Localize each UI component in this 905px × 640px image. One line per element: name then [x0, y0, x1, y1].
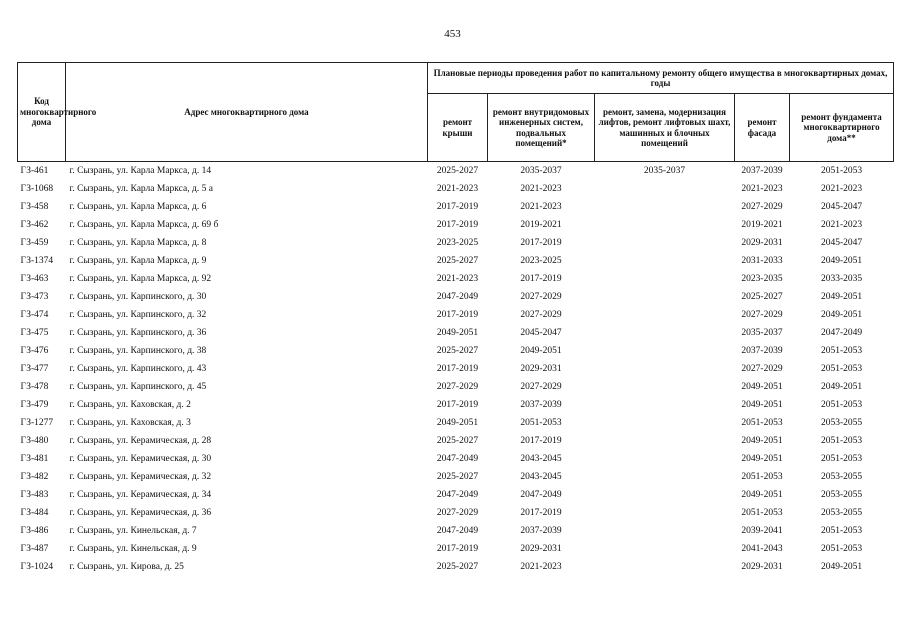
- cell-systems: 2021-2023: [520, 562, 562, 572]
- cell-code: ГЗ-481: [20, 454, 49, 464]
- cell-address: г. Сызрань, ул. Каховская, д. 3: [69, 418, 191, 428]
- cell-elevators: [595, 414, 735, 432]
- cell-address: г. Сызрань, ул. Кирова, д. 25: [69, 562, 184, 572]
- cell-address: г. Сызрань, ул. Карла Маркса, д. 69 б: [69, 220, 219, 230]
- table-row: [18, 252, 894, 270]
- cell-code: ГЗ-479: [20, 400, 49, 410]
- cell-facade: 2041-2043: [741, 544, 783, 554]
- cell-roof: 2017-2019: [436, 364, 479, 374]
- cell-facade: 2049-2051: [741, 436, 783, 446]
- cell-elevators: [595, 486, 735, 504]
- table-row: [18, 180, 894, 198]
- table-row: [18, 342, 894, 360]
- cell-code: ГЗ-459: [20, 238, 49, 248]
- cell-elevators: [595, 558, 735, 576]
- cell-facade: 2021-2023: [741, 184, 783, 194]
- cell-address: г. Сызрань, ул. Карпинского, д. 38: [69, 346, 207, 356]
- header-foundation: ремонт фундамента многоквартирного дома**: [790, 94, 894, 162]
- cell-address: г. Сызрань, ул. Карла Маркса, д. 6: [69, 202, 207, 212]
- cell-roof: 2025-2027: [436, 166, 479, 176]
- table-row: [18, 486, 894, 504]
- cell-code: ГЗ-480: [20, 436, 49, 446]
- cell-systems: 2019-2021: [520, 220, 562, 230]
- cell-elevators: [595, 468, 735, 486]
- cell-code: ГЗ-1068: [20, 184, 54, 194]
- cell-systems: 2021-2023: [520, 202, 562, 212]
- cell-systems: 2027-2029: [520, 292, 562, 302]
- cell-systems: 2021-2023: [520, 184, 562, 194]
- header-elevators: ремонт, замена, модернизация лифтов, ремонт лифтовых шахт, машинных и блочных помещений: [595, 94, 735, 162]
- cell-address: г. Сызрань, ул. Карпинского, д. 36: [69, 328, 207, 338]
- cell-elevators: [595, 396, 735, 414]
- cell-foundation: 2049-2051: [820, 382, 863, 392]
- cell-systems: 2029-2031: [520, 544, 562, 554]
- header-address: Адрес многоквартирного дома: [66, 63, 428, 162]
- cell-elevators: 2035-2037: [643, 166, 686, 176]
- cell-roof: 2025-2027: [436, 256, 479, 266]
- cell-code: ГЗ-476: [20, 346, 49, 356]
- cell-facade: 2025-2027: [741, 292, 783, 302]
- cell-code: ГЗ-483: [20, 490, 49, 500]
- header-roof: ремонт крыши: [428, 94, 488, 162]
- cell-elevators: [595, 288, 735, 306]
- cell-roof: 2027-2029: [436, 382, 479, 392]
- cell-facade: 2029-2031: [741, 238, 783, 248]
- cell-code: ГЗ-463: [20, 274, 49, 284]
- cell-address: г. Сызрань, ул. Карла Маркса, д. 92: [69, 274, 212, 284]
- table-row: [18, 450, 894, 468]
- cell-roof: 2049-2051: [436, 418, 479, 428]
- cell-systems: 2017-2019: [520, 274, 562, 284]
- cell-code: ГЗ-458: [20, 202, 49, 212]
- table-row: [18, 360, 894, 378]
- cell-elevators: [595, 252, 735, 270]
- cell-code: ГЗ-461: [20, 166, 49, 176]
- cell-facade: 2051-2053: [741, 508, 783, 518]
- cell-foundation: 2051-2053: [820, 400, 863, 410]
- table-row: [18, 162, 894, 181]
- table-header: [18, 63, 894, 162]
- cell-roof: 2047-2049: [436, 526, 479, 536]
- cell-foundation: 2051-2053: [820, 526, 863, 536]
- cell-foundation: 2051-2053: [820, 544, 863, 554]
- cell-facade: 2027-2029: [741, 310, 783, 320]
- cell-elevators: [595, 324, 735, 342]
- header-periods: Плановые периоды проведения работ по капитальному ремонту общего имущества в многоквартирных домах, годы: [428, 63, 894, 94]
- cell-address: г. Сызрань, ул. Керамическая, д. 34: [69, 490, 212, 500]
- cell-elevators: [595, 198, 735, 216]
- cell-facade: 2037-2039: [741, 346, 783, 356]
- cell-elevators: [595, 432, 735, 450]
- cell-roof: 2049-2051: [436, 328, 479, 338]
- cell-address: г. Сызрань, ул. Карла Маркса, д. 9: [69, 256, 207, 266]
- cell-address: г. Сызрань, ул. Карла Маркса, д. 5 а: [69, 184, 213, 194]
- table-row: [18, 234, 894, 252]
- cell-foundation: 2047-2049: [820, 328, 863, 338]
- cell-foundation: 2049-2051: [820, 562, 863, 572]
- cell-elevators: [595, 450, 735, 468]
- document-body: [17, 62, 893, 576]
- cell-systems: 2017-2019: [520, 436, 562, 446]
- cell-foundation: 2053-2055: [820, 472, 863, 482]
- cell-facade: 2019-2021: [741, 220, 783, 230]
- cell-address: г. Сызрань, ул. Керамическая, д. 30: [69, 454, 212, 464]
- cell-code: ГЗ-482: [20, 472, 49, 482]
- table-row: [18, 522, 894, 540]
- cell-roof: 2025-2027: [436, 472, 479, 482]
- cell-facade: 2029-2031: [741, 562, 783, 572]
- table-row: [18, 504, 894, 522]
- cell-facade: 2027-2029: [741, 202, 783, 212]
- cell-code: ГЗ-474: [20, 310, 49, 320]
- cell-foundation: 2053-2055: [820, 490, 863, 500]
- table-row: [18, 288, 894, 306]
- cell-systems: 2037-2039: [520, 526, 562, 536]
- cell-foundation: 2051-2053: [820, 166, 863, 176]
- cell-foundation: 2051-2053: [820, 346, 863, 356]
- cell-address: г. Сызрань, ул. Кинельская, д. 7: [69, 526, 197, 536]
- table-row: [18, 540, 894, 558]
- table-row: [18, 414, 894, 432]
- cell-roof: 2025-2027: [436, 562, 479, 572]
- cell-address: г. Сызрань, ул. Карпинского, д. 45: [69, 382, 207, 392]
- cell-elevators: [595, 270, 735, 288]
- cell-foundation: 2049-2051: [820, 310, 863, 320]
- cell-foundation: 2021-2023: [820, 184, 863, 194]
- cell-roof: 2017-2019: [436, 400, 479, 410]
- cell-facade: 2027-2029: [741, 364, 783, 374]
- cell-facade: 2031-2033: [741, 256, 783, 266]
- cell-code: ГЗ-475: [20, 328, 49, 338]
- cell-code: ГЗ-487: [20, 544, 49, 554]
- cell-facade: 2037-2039: [741, 166, 783, 176]
- cell-foundation: 2045-2047: [820, 202, 863, 212]
- cell-systems: 2045-2047: [520, 328, 562, 338]
- cell-roof: 2017-2019: [436, 202, 479, 212]
- cell-address: г. Сызрань, ул. Карпинского, д. 43: [69, 364, 207, 374]
- cell-foundation: 2049-2051: [820, 292, 863, 302]
- cell-roof: 2047-2049: [436, 292, 479, 302]
- cell-elevators: [595, 504, 735, 522]
- table-row: [18, 216, 894, 234]
- cell-roof: 2047-2049: [436, 454, 479, 464]
- cell-address: г. Сызрань, ул. Карпинского, д. 30: [69, 292, 207, 302]
- cell-address: г. Сызрань, ул. Керамическая, д. 36: [69, 508, 212, 518]
- cell-foundation: 2045-2047: [820, 238, 863, 248]
- cell-systems: 2023-2025: [520, 256, 562, 266]
- cell-code: ГЗ-462: [20, 220, 49, 230]
- table-row: [18, 378, 894, 396]
- cell-roof: 2027-2029: [436, 508, 479, 518]
- cell-code: ГЗ-478: [20, 382, 49, 392]
- cell-facade: 2049-2051: [741, 382, 783, 392]
- cell-facade: 2051-2053: [741, 418, 783, 428]
- cell-foundation: 2053-2055: [820, 418, 863, 428]
- cell-elevators: [595, 378, 735, 396]
- cell-facade: 2023-2035: [741, 274, 783, 284]
- cell-elevators: [595, 540, 735, 558]
- cell-code: ГЗ-1024: [20, 562, 54, 572]
- cell-roof: 2021-2023: [436, 184, 479, 194]
- cell-roof: 2021-2023: [436, 274, 479, 284]
- cell-code: ГЗ-484: [20, 508, 49, 518]
- cell-address: г. Сызрань, ул. Каховская, д. 2: [69, 400, 191, 410]
- cell-facade: 2049-2051: [741, 490, 783, 500]
- cell-systems: 2049-2051: [520, 346, 562, 356]
- cell-foundation: 2021-2023: [820, 220, 863, 230]
- cell-systems: 2029-2031: [520, 364, 562, 374]
- header-systems: ремонт внутридомовых инженерных систем, подвальных помещений*: [488, 94, 595, 162]
- cell-foundation: 2051-2053: [820, 364, 863, 374]
- cell-address: г. Сызрань, ул. Карпинского, д. 32: [69, 310, 207, 320]
- table-row: [18, 432, 894, 450]
- cell-foundation: 2033-2035: [820, 274, 863, 284]
- cell-facade: 2049-2051: [741, 400, 783, 410]
- cell-address: г. Сызрань, ул. Кинельская, д. 9: [69, 544, 197, 554]
- cell-elevators: [595, 360, 735, 378]
- table-body: [18, 162, 894, 577]
- cell-address: г. Сызрань, ул. Керамическая, д. 28: [69, 436, 212, 446]
- cell-systems: 2051-2053: [520, 418, 562, 428]
- cell-systems: 2027-2029: [520, 382, 562, 392]
- cell-systems: 2027-2029: [520, 310, 562, 320]
- cell-foundation: 2051-2053: [820, 436, 863, 446]
- cell-code: ГЗ-1374: [20, 256, 54, 266]
- cell-foundation: 2049-2051: [820, 256, 863, 266]
- cell-foundation: 2051-2053: [820, 454, 863, 464]
- table-row: [18, 396, 894, 414]
- cell-address: г. Сызрань, ул. Карла Маркса, д. 14: [69, 166, 212, 176]
- table-row: [18, 198, 894, 216]
- header-facade: ремонт фасада: [735, 94, 790, 162]
- cell-facade: 2051-2053: [741, 472, 783, 482]
- cell-address: г. Сызрань, ул. Керамическая, д. 32: [69, 472, 212, 482]
- cell-facade: 2039-2041: [741, 526, 783, 536]
- cell-elevators: [595, 306, 735, 324]
- cell-code: ГЗ-1277: [20, 418, 54, 428]
- cell-roof: 2017-2019: [436, 310, 479, 320]
- cell-elevators: [595, 342, 735, 360]
- table-row: [18, 558, 894, 576]
- cell-roof: 2025-2027: [436, 436, 479, 446]
- cell-facade: 2035-2037: [741, 328, 783, 338]
- cell-systems: 2043-2045: [520, 472, 562, 482]
- page-number: 453: [444, 28, 461, 40]
- table-row: [18, 324, 894, 342]
- cell-elevators: [595, 180, 735, 198]
- cell-address: г. Сызрань, ул. Карла Маркса, д. 8: [69, 238, 207, 248]
- cell-code: ГЗ-473: [20, 292, 49, 302]
- cell-roof: 2017-2019: [436, 220, 479, 230]
- table-row: [18, 270, 894, 288]
- cell-facade: 2049-2051: [741, 454, 783, 464]
- header-code: Код многоквартирного дома: [18, 63, 66, 162]
- cell-systems: 2035-2037: [520, 166, 562, 176]
- cell-systems: 2017-2019: [520, 238, 562, 248]
- repair-schedule-table: [17, 62, 894, 576]
- cell-systems: 2043-2045: [520, 454, 562, 464]
- cell-roof: 2047-2049: [436, 490, 479, 500]
- cell-systems: 2037-2039: [520, 400, 562, 410]
- cell-systems: 2017-2019: [520, 508, 562, 518]
- cell-roof: 2017-2019: [436, 544, 479, 554]
- cell-elevators: [595, 234, 735, 252]
- cell-code: ГЗ-486: [20, 526, 49, 536]
- cell-systems: 2047-2049: [520, 490, 562, 500]
- cell-foundation: 2053-2055: [820, 508, 863, 518]
- cell-roof: 2025-2027: [436, 346, 479, 356]
- cell-code: ГЗ-477: [20, 364, 49, 374]
- cell-roof: 2023-2025: [436, 238, 479, 248]
- cell-elevators: [595, 216, 735, 234]
- table-row: [18, 306, 894, 324]
- table-row: [18, 468, 894, 486]
- cell-elevators: [595, 522, 735, 540]
